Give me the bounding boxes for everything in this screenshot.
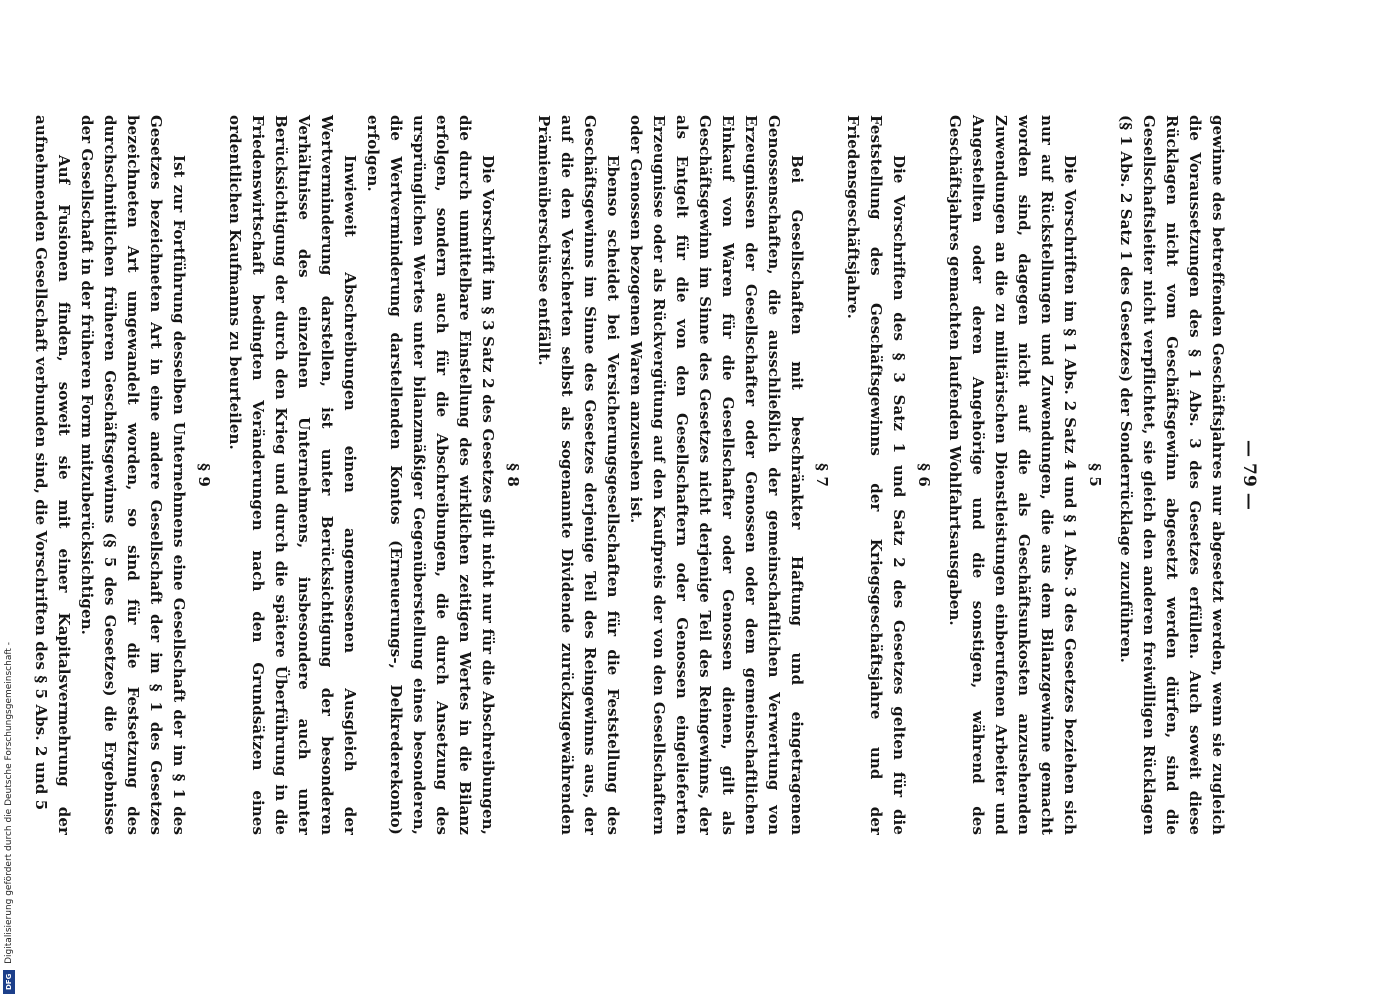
- section-paragraph: Die Vorschriften des § 3 Satz 1 und Satz 2 des Gesetzes gelten für die Feststellung des Geschäftsgewinns der Kriegsgeschäftsjahre und der Friedensgeschäftsjahre.: [844, 115, 908, 835]
- section-paragraph: Die Vorschriften im § 1 Abs. 2 Satz 4 und § 1 Abs. 3 des Gesetzes beziehen sich nur auf Rückstellungen und Zuwendungen, die aus dem Bilanzgewinne gemacht worden sind, dagegen nicht auf die als Geschäftsunkosten anzusehenden Zuwendungen an die zu militärischen Dienstleistungen einberufenen Arbeiter und Angestellten oder deren Angehörige und die sonstigen, während des Geschäftsjahres gemachten laufenden Wohlfahrtsausgaben.: [946, 115, 1079, 835]
- section-heading: § 8: [504, 463, 522, 487]
- section-heading: § 9: [195, 463, 213, 487]
- sections-container: [29, 115, 1106, 835]
- section-paragraph: Auf Fusionen finden, soweit sie mit einer Kapitalsvermehrung der aufnehmenden Gesellschaft verbunden sind, die Vorschriften des § 5 Abs. 2 und 5: [32, 115, 73, 835]
- page-number: — 79 —: [1239, 439, 1259, 511]
- section-heading: § 5: [1086, 463, 1104, 487]
- section-paragraph: Ist zur Fortführung desselben Unternehmens eine Gesellschaft der im § 1 des Gesetzes bezeichneten Art in eine andere Gesellschaft der im § 1 des Gesetzes bezeichneten Art umgewandelt worden, so sind für die Festsetzung des durchschnittlichen früheren Geschäftsgewinns (§ 5 des Gesetzes) die Ergebnisse der Gesellschaft in der früheren Form mitzuberücksichtigen.: [78, 115, 188, 835]
- scanned-page: [32, 115, 1260, 835]
- section-heading: § 7: [813, 463, 831, 487]
- dfg-logo: DFG: [3, 970, 15, 994]
- section-paragraph: Inwieweit Abschreibungen einen angemessenen Ausgleich der Wertverminderung darstellen, ist unter Berücksichtigung der besonderen Verhältnisse des einzelnen Unternehmens, insbesondere auch unter Berücksichtigung der durch den Krieg und durch die spätere Überführung in die Friedenswirtschaft bedingten Veränderungen nach den Grundsätzen eines ordentlichen Kaufmanns zu beurteilen.: [226, 115, 359, 835]
- section-heading: § 6: [915, 463, 933, 487]
- digitization-credit: Digitalisierung gefördert durch die Deutsche Forschungsgemeinschaft -: [4, 642, 14, 964]
- digitization-credit-strip: [0, 0, 18, 1000]
- intro-paragraph: gewinne des betreffenden Geschäftsjahres nur abgesetzt werden, wenn sie zugleich die Voraussetzungen des § 1 Abs. 3 des Gesetzes erfüllen. Auch soweit diese Rücklagen nicht vom Geschäftsgewinn abgesetzt werden dürfen, sind die Gesellschaftsleiter nicht verpflichtet, sie gleich den anderen freiwilligen Rücklagen (§ 1 Abs. 2 Satz 1 des Gesetzes) der Sonderrücklage zuzuführen.: [1117, 115, 1227, 835]
- section-paragraph: Ebenso scheidet bei Versicherungsgesellschaften für die Feststellung des Geschäftsgewinns im Sinne des Gesetzes derjenige Teil des Reingewinns aus, der auf die den Versicherten selbst als sogenannte Dividende zurückzugewährenden Prämienüberschüsse entfällt.: [535, 115, 622, 835]
- section-paragraph: Bei Gesellschaften mit beschränkter Haftung und eingetragenen Genossenschaften, die ausschließlich der gemeinschaftlichen Verwertung von Erzeugnissen der Gesellschafter oder Genossen oder dem gemeinschaftlichen Einkauf von Waren für die Gesellschafter oder Genossen dienen, gilt als Geschäftsgewinn im Sinne des Gesetzes nicht derjenige Teil des Reingewinns, der als Entgelt für die von den Gesellschaftern oder Genossen eingelieferten Erzeugnisse oder als Rückvergütung auf den Kaufpreis der von den Gesellschaftern oder Genossen bezogenen Waren anzusehen ist.: [627, 115, 806, 835]
- section-paragraph: Die Vorschrift im § 3 Satz 2 des Gesetzes gilt nicht nur für die Abschreibungen, die durch unmittelbare Einstellung des wirklichen zeitigen Wertes in die Bilanz erfolgen, sondern auch für die Abschreibungen, die durch Ansetzung des ursprünglichen Wertes unter bilanzmäßiger Gegenüberstellung eines besonderen, die Wertverminderung darstellenden Kontos (Erneuerungs-, Delkrederekonto) erfolgen.: [364, 115, 497, 835]
